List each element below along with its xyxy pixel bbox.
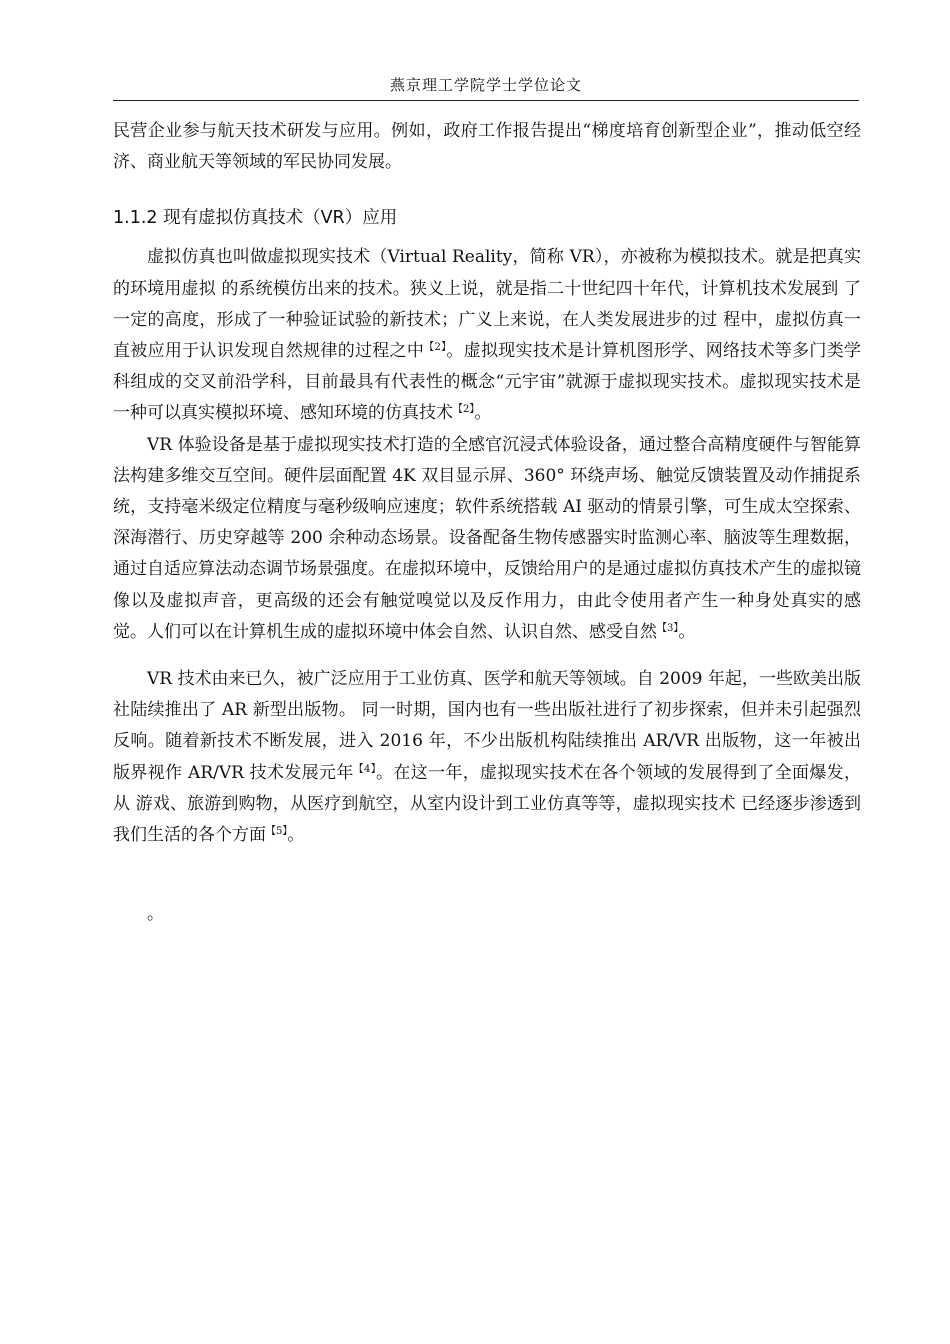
trailing-mark: 。 (147, 904, 164, 925)
paragraph-text: 。 (287, 825, 305, 846)
citation-3: 【3】 (657, 622, 679, 634)
citation-4: 【4】 (353, 763, 377, 775)
paragraph-text: VR 技术由来已久，被广泛应用于工业仿真、医学和航天等领域。自 2009 年起，一些欧美出版社陆续推出了 AR 新型出版物。 同一时期，国内也有一些出版社进行了初步探索，但并未引起强烈反响。随着新技术不断发展，进入 2016 年，不少出版机构陆续推出 AR/VR 出版物，这一年被出版界视作 AR/VR 技术发展元年 (113, 669, 861, 783)
paragraph-text: 。 (474, 403, 492, 424)
paragraph-vr-device (113, 430, 861, 648)
citation-2: 【2】 (424, 342, 447, 354)
paragraph-vr-definition (113, 242, 861, 429)
paragraph-vr-history (113, 664, 861, 851)
paragraph-text: 。在这一年，虚拟现实技术在各个领域的发展得到了全面爆发，从 游戏、旅游到购物，从医疗到航空，从室内设计到工业仿真等等，虚拟现实技术 已经逐步渗透到我们生活的各个方面 (113, 762, 861, 846)
paragraph-text: 。 (678, 621, 696, 642)
citation-5: 【5】 (266, 826, 288, 838)
paragraph-text: VR 体验设备是基于虚拟现实技术打造的全感官沉浸式体验设备，通过整合高精度硬件与智能算法构建多维交互空间。硬件层面配置 4K 双目显示屏、360° 环绕声场、触觉反馈装置及动作捕捉系统，支持毫米级定位精度与毫秒级响应速度；软件系统搭载 AI 驱动的情景引擎，可生成太空探索、深海潜行、历史穿越等 200 余种动态场景。设备配备生物传感器实时监测心率、脑波等生理数据，通过自适应算法动态调节场景强度。在虚拟环境中，反馈给用户的是通过虚拟仿真技术产生的虚拟镜像以及虚拟声音，更高级的还会有触觉嗅觉以及反作用力，由此令使用者产生一种身处真实的感 觉。人们可以在计算机生成的虚拟环境中体会自然、认识自然、感受自然 (113, 434, 861, 642)
running-header: 燕京理工学院学士学位论文 (389, 76, 582, 94)
paragraph-gap (113, 648, 861, 664)
section-heading: 1.1.2 现有虚拟仿真技术（VR）应用 (113, 208, 398, 229)
citation-2: 【2】 (453, 404, 475, 416)
header-rule (113, 100, 859, 101)
page-body (113, 116, 861, 930)
paragraph-text: 虚拟仿真也叫做虚拟现实技术（Virtual Reality，简称 VR），亦被称为模拟技术。就是把真实的环境用虚拟 的系统模仿出来的技术。狭义上说，就是指二十世纪四十年代，计算机技术发展到 了一定的高度，形成了一种验证试验的新技术；广义上来说，在人类发展进步的过 程中，虚拟仿真一直被应用于认识发现自然规律的过程之中 (113, 247, 861, 362)
paragraph-text: 。虚拟现实技术是计算机图形学、网络技术等多门类学科组成的交叉前沿学科，目前最具有代表性的概念“元宇宙”就源于虚拟现实技术。虚拟现实技术是一种可以真实模拟环境、感知环境的仿真技术 (113, 341, 862, 424)
intro-paragraph: 民营企业参与航天技术研发与应用。例如，政府工作报告提出“梯度培育创新型企业”，推动低空经济、商业航天等领域的军民协同发展。 (113, 121, 861, 173)
